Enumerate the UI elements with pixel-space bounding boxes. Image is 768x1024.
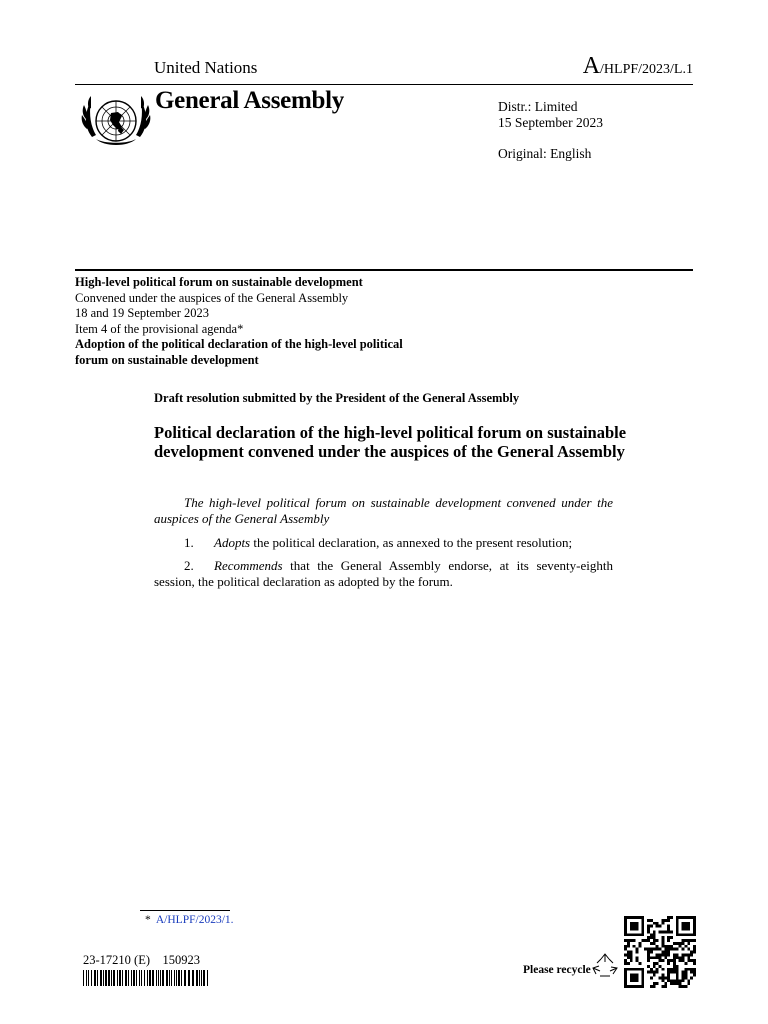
paragraph-text: that the General Assembly endorse, at its seventy-eighth session, the political declaration as adopted by the forum. xyxy=(154,558,613,589)
operative-verb: Adopts xyxy=(214,535,251,550)
footnote xyxy=(145,914,234,926)
operative-paragraph-2 xyxy=(154,558,613,590)
agenda-item: Item 4 of the provisional agenda* xyxy=(75,321,244,336)
paragraph-number: 1. xyxy=(184,535,194,550)
document-symbol-prefix: A xyxy=(582,53,601,79)
operative-paragraph-1 xyxy=(154,535,613,551)
preamble: The high-level political forum on sustainable development convened under the auspices of the General Assembly xyxy=(154,495,613,526)
barcode-icon xyxy=(83,970,209,986)
operative-verb: Recommends xyxy=(214,558,283,573)
convened-line: Convened under the auspices of the General Assembly xyxy=(75,290,349,305)
section-rule xyxy=(75,269,693,271)
forum-name: High-level political forum on sustainable development xyxy=(75,275,363,289)
paragraph-text: the political declaration, as annexed to the present resolution; xyxy=(250,535,573,550)
distribution-status: Distr.: Limited xyxy=(498,99,578,114)
header-rule xyxy=(75,84,693,85)
organ-title: General Assembly xyxy=(155,87,344,114)
paragraph-number: 2. xyxy=(184,558,194,573)
un-emblem-icon xyxy=(78,89,154,157)
footnote-marker: * xyxy=(145,914,151,926)
qr-code-icon xyxy=(624,916,696,988)
organization-name: United Nations xyxy=(154,58,258,77)
session-block xyxy=(75,275,495,368)
submitted-by: Draft resolution submitted by the President of the General Assembly xyxy=(154,391,520,405)
agenda-item-title: Adoption of the political declaration of the high-level political forum on sustainable development xyxy=(75,337,403,367)
document-symbol-rest: /HLPF/2023/L.1 xyxy=(600,62,693,77)
footnote-rule xyxy=(140,910,230,911)
recycle-icon xyxy=(592,953,618,979)
document-symbol xyxy=(583,53,693,80)
original-language: Original: English xyxy=(498,146,592,161)
job-number: 23-17210 (E) 150923 xyxy=(83,953,200,967)
recycle-text: Please recycle xyxy=(523,964,591,976)
session-dates: 18 and 19 September 2023 xyxy=(75,306,210,320)
distribution-block xyxy=(498,99,603,162)
document-date: 15 September 2023 xyxy=(498,115,603,130)
resolution-title: Political declaration of the high-level political forum on sustainable development convened under the auspices of the General Assembly xyxy=(154,423,627,461)
footnote-link[interactable]: A/HLPF/2023/1. xyxy=(155,914,234,926)
